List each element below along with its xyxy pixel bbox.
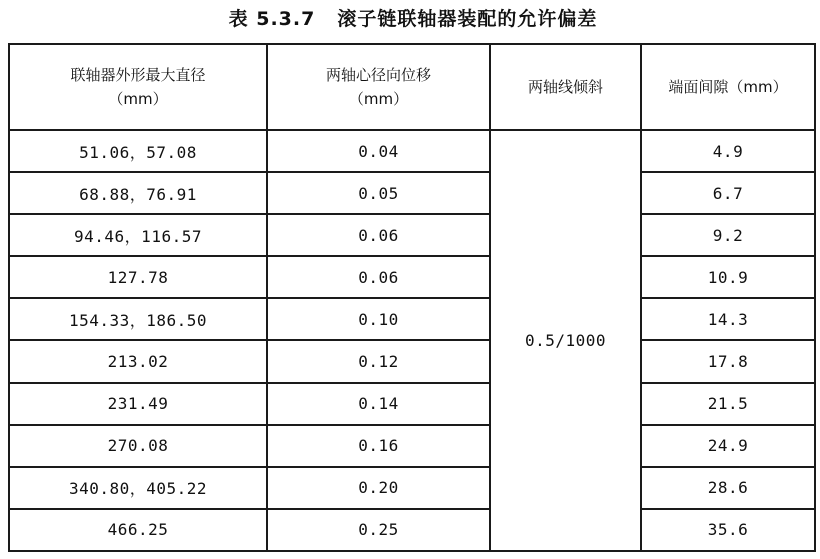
table-caption [0, 4, 820, 34]
cell-diameter: 94.46，116.57 [9, 214, 267, 256]
header-diameter [9, 44, 267, 130]
cell-axis-tilt: 0.5/1000 [490, 130, 641, 551]
cell-diameter: 340.80，405.22 [9, 467, 267, 509]
header-gap-line1: 端面间隙（mm） [668, 78, 788, 96]
cell-diameter: 231.49 [9, 383, 267, 425]
table-body [9, 130, 815, 551]
header-radial-line1: 两轴心径向位移 [325, 66, 431, 84]
table-header-row [9, 44, 815, 130]
table-row [9, 214, 815, 256]
cell-diameter: 127.78 [9, 256, 267, 298]
cell-radial-displacement: 0.20 [267, 467, 490, 509]
table-row [9, 172, 815, 214]
cell-radial-displacement: 0.25 [267, 509, 490, 551]
table-row [9, 340, 815, 382]
header-diameter-line1: 联轴器外形最大直径 [70, 66, 206, 84]
cell-radial-displacement: 0.06 [267, 256, 490, 298]
cell-diameter: 51.06，57.08 [9, 130, 267, 172]
table-row [9, 383, 815, 425]
table-number: 表 5.3.7 [228, 8, 316, 30]
cell-radial-displacement: 0.16 [267, 425, 490, 467]
table-row [9, 130, 815, 172]
header-axis-tilt [490, 44, 641, 130]
cell-end-gap: 24.9 [641, 425, 815, 467]
cell-radial-displacement: 0.06 [267, 214, 490, 256]
cell-diameter: 270.08 [9, 425, 267, 467]
cell-radial-displacement: 0.14 [267, 383, 490, 425]
deviation-table [8, 43, 816, 552]
cell-end-gap: 14.3 [641, 298, 815, 340]
header-end-gap [641, 44, 815, 130]
table-row [9, 298, 815, 340]
cell-diameter: 213.02 [9, 340, 267, 382]
cell-end-gap: 6.7 [641, 172, 815, 214]
cell-radial-displacement: 0.05 [267, 172, 490, 214]
cell-diameter: 466.25 [9, 509, 267, 551]
table-row [9, 509, 815, 551]
header-radial-displacement [267, 44, 490, 130]
cell-radial-displacement: 0.04 [267, 130, 490, 172]
cell-end-gap: 4.9 [641, 130, 815, 172]
cell-diameter: 154.33，186.50 [9, 298, 267, 340]
header-diameter-unit: （mm） [108, 90, 168, 108]
cell-diameter: 68.88，76.91 [9, 172, 267, 214]
table-row [9, 256, 815, 298]
cell-end-gap: 28.6 [641, 467, 815, 509]
cell-end-gap: 9.2 [641, 214, 815, 256]
table-row [9, 467, 815, 509]
cell-end-gap: 17.8 [641, 340, 815, 382]
cell-end-gap: 10.9 [641, 256, 815, 298]
table-row [9, 425, 815, 467]
cell-radial-displacement: 0.12 [267, 340, 490, 382]
header-radial-unit: （mm） [348, 90, 409, 108]
table-title: 滚子链联轴器装配的允许偏差 [337, 8, 598, 30]
header-tilt-line1: 两轴线倾斜 [527, 78, 603, 96]
cell-end-gap: 21.5 [641, 383, 815, 425]
cell-end-gap: 35.6 [641, 509, 815, 551]
cell-radial-displacement: 0.10 [267, 298, 490, 340]
